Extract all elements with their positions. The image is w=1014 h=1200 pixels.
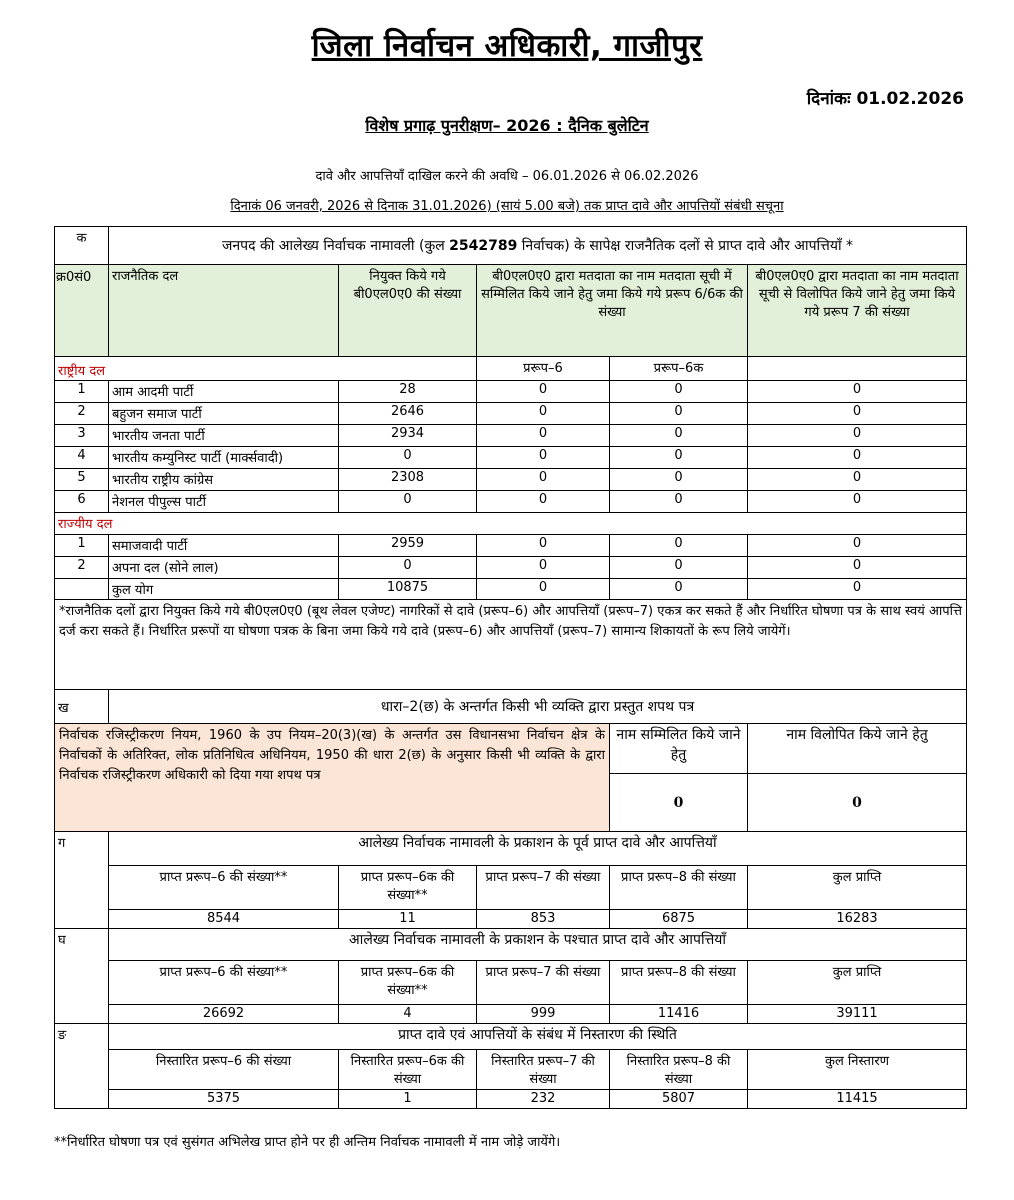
- section-c-col: कुल प्राप्ति: [748, 866, 967, 910]
- party-row-f7: 0: [748, 403, 967, 425]
- section-e-col: निस्तारित प्ररूप–6 की संख्या: [109, 1050, 339, 1090]
- party-row-party: भारतीय कम्युनिस्ट पार्टी (मार्क्सवादी): [109, 447, 339, 469]
- party-row-party: बहुजन समाज पार्टी: [109, 403, 339, 425]
- section-b-heading: धारा–2(छ) के अन्तर्गत किसी भी व्यक्ति द्वारा प्रस्तुत शपथ पत्र: [109, 690, 967, 724]
- party-row-sno: 4: [55, 447, 109, 469]
- section-e-value: 11415: [748, 1090, 967, 1109]
- party-row-f6a: 0: [610, 557, 748, 579]
- party-row-sno: 2: [55, 403, 109, 425]
- footnote: **निर्धारित घोषणा पत्र एवं सुसंगत अभिलेख प्राप्त होने पर ही अन्तिम निर्वाचक नामावली में नाम जोड़े जायेंगे।: [54, 1135, 561, 1150]
- section-c-headers: [55, 866, 967, 910]
- bulletin-date: दिनांकः 01.02.2026: [806, 89, 964, 109]
- party-row-party: अपना दल (सोने लाल): [109, 557, 339, 579]
- party-row-bla: 0: [339, 557, 477, 579]
- party-row-f6a: 0: [610, 403, 748, 425]
- party-row-f6a: 0: [610, 469, 748, 491]
- section-c-label: ग: [55, 832, 109, 929]
- section-c-heading: आलेख्य निर्वाचक नामावली के प्रकाशन के पूर्व प्राप्त दावे और आपत्तियाँ: [109, 832, 967, 866]
- party-row-party: आम आदमी पार्टी: [109, 381, 339, 403]
- party-row-f6: 0: [477, 447, 610, 469]
- party-row-f6: 0: [477, 557, 610, 579]
- party-row-sno: 1: [55, 535, 109, 557]
- section-e-col: निस्तारित प्ररूप–7 की संख्या: [477, 1050, 610, 1090]
- section-d-value: 999: [477, 1005, 610, 1024]
- col-header-bla: नियुक्त किये गये बी0एल0ए0 की संख्या: [339, 265, 477, 357]
- party-row-f6: 0: [477, 425, 610, 447]
- party-row-sno: 5: [55, 469, 109, 491]
- col-header-delete: नाम विलोपित किये जाने हेतु: [748, 724, 967, 774]
- party-row: [55, 381, 967, 403]
- section-e-label: ङ: [55, 1024, 109, 1109]
- affidavit-delete-count: 0: [748, 774, 967, 832]
- party-row-f7: 0: [748, 447, 967, 469]
- national-parties-label: राष्ट्रीय दल: [55, 357, 477, 381]
- party-row-sno: 1: [55, 381, 109, 403]
- total-row-blank: [55, 579, 109, 600]
- section-e-col: निस्तारित प्ररूप–6क की संख्या: [339, 1050, 477, 1090]
- section-d-col: प्राप्त प्ररूप–6 की संख्या**: [109, 961, 339, 1005]
- party-row-f6a: 0: [610, 447, 748, 469]
- party-row-party: नेशनल पीपुल्स पार्टी: [109, 491, 339, 513]
- section-c-value: 853: [477, 910, 610, 929]
- party-row-f7: 0: [748, 491, 967, 513]
- state-parties-label: राज्यीय दल: [55, 513, 967, 535]
- section-d-value: 4: [339, 1005, 477, 1024]
- col-header-sno: क्र0सं0: [55, 265, 109, 357]
- col-header-include: नाम सम्मिलित किये जाने हेतु: [610, 724, 748, 774]
- section-c-value: 16283: [748, 910, 967, 929]
- party-row-sno: 3: [55, 425, 109, 447]
- party-row-f6: 0: [477, 403, 610, 425]
- party-row: [55, 447, 967, 469]
- party-row-party: समाजवादी पार्टी: [109, 535, 339, 557]
- party-row-f7: 0: [748, 425, 967, 447]
- section-e-value: 5807: [610, 1090, 748, 1109]
- section-d-col: प्राप्त प्ररूप–8 की संख्या: [610, 961, 748, 1005]
- party-row-f6: 0: [477, 469, 610, 491]
- party-row-bla: 0: [339, 447, 477, 469]
- party-row-f6a: 0: [610, 425, 748, 447]
- total-form6a: 0: [610, 579, 748, 600]
- section-e-value: 232: [477, 1090, 610, 1109]
- party-row: [55, 469, 967, 491]
- party-row: [55, 535, 967, 557]
- total-bla: 10875: [339, 579, 477, 600]
- col-header-party: राजनैतिक दल: [109, 265, 339, 357]
- section-c-col: प्राप्त प्ररूप–8 की संख्या: [610, 866, 748, 910]
- section-c-value: 11: [339, 910, 477, 929]
- party-row-f7: 0: [748, 469, 967, 491]
- party-row-bla: 2308: [339, 469, 477, 491]
- total-form7: 0: [748, 579, 967, 600]
- party-row-party: भारतीय जनता पार्टी: [109, 425, 339, 447]
- section-e-col: कुल निस्तारण: [748, 1050, 967, 1090]
- party-row-sno: 2: [55, 557, 109, 579]
- section-d-col: प्राप्त प्ररूप–7 की संख्या: [477, 961, 610, 1005]
- section-e-col: निस्तारित प्ररूप–8 की संख्या: [610, 1050, 748, 1090]
- bulletin-subtitle: विशेष प्रगाढ़ पुनरीक्षण– 2026 : दैनिक बुलेटिन: [365, 116, 649, 135]
- section-c-col: प्राप्त प्ररूप–6 की संख्या**: [109, 866, 339, 910]
- party-row-bla: 2646: [339, 403, 477, 425]
- party-row-f6a: 0: [610, 491, 748, 513]
- party-row-f6: 0: [477, 535, 610, 557]
- party-row: [55, 557, 967, 579]
- section-e-value: 5375: [109, 1090, 339, 1109]
- party-row-f6: 0: [477, 491, 610, 513]
- party-row-f6a: 0: [610, 381, 748, 403]
- section-c-value: 6875: [610, 910, 748, 929]
- party-row-bla: 2959: [339, 535, 477, 557]
- parties-note: *राजनैतिक दलों द्वारा नियुक्त किये गये बी0एल0ए0 (बूथ लेवल एजेण्ट) नागरिकों से दावे (प्ररूप–6) और आपत्तियाँ (प्ररूप–7) एकत्र कर सकते हैं और निर्धारित घोषणा पत्र के साथ स्वयं आपत्ति दर्ज करा सकते हैं। निर्धारित प्ररूपों या घोषणा पत्रक के बिना जमा किये गये दावे (प्ररूप–6) और आपत्तियाँ (प्ररूप–7) सामान्य शिकायतों के रूप लिये जायेगें।: [55, 600, 967, 690]
- subheader-blank: [748, 357, 967, 381]
- notice-line: दिनाकं 06 जनवरी, 2026 से दिनाक 31.01.2026) (सायं 5.00 बजे) तक प्राप्त दावे और आपत्तियों संबंधी सचूना: [230, 199, 784, 214]
- section-c-col: प्राप्त प्ररूप–6क की संख्या**: [339, 866, 477, 910]
- section-b-label: ख: [55, 690, 109, 724]
- section-d-col: कुल प्राप्ति: [748, 961, 967, 1005]
- affidavit-description: निर्वाचक रजिस्ट्रीकरण नियम, 1960 के उप नियम–20(3)(ख) के अन्तर्गत उस विधानसभा निर्वाचन क्षेत्र के निर्वाचकों के अतिरिक्त, लोक प्रतिनिधित्व अधिनियम, 1950 की धारा 2(छ) के अनुसार किसी भी व्यक्ति के द्वारा निर्वाचक रजिस्ट्रीकरण अधिकारी को दिया गया शपथ पत्र: [55, 724, 610, 832]
- total-form6: 0: [477, 579, 610, 600]
- party-row-bla: 28: [339, 381, 477, 403]
- party-row-f7: 0: [748, 535, 967, 557]
- section-d-value: 11416: [610, 1005, 748, 1024]
- section-c-col: प्राप्त प्ररूप–7 की संख्या: [477, 866, 610, 910]
- party-row-f7: 0: [748, 381, 967, 403]
- affidavit-include-count: 0: [610, 774, 748, 832]
- section-a-heading: जनपद की आलेख्य निर्वाचक नामावली (कुल 2542789 निर्वाचक) के सापेक्ष राजनैतिक दलों से प्राप्त दावे और आपत्तियाँ *: [109, 227, 967, 265]
- subheader-form6: प्ररूप–6: [477, 357, 610, 381]
- section-d-heading: आलेख्य निर्वाचक नामावली के प्रकाशन के पश्चात प्राप्त दावे और आपत्तियाँ: [109, 929, 967, 961]
- section-a-label: क: [55, 227, 109, 265]
- section-d-col: प्राप्त प्ररूप–6क की संख्या**: [339, 961, 477, 1005]
- section-e-value: 1: [339, 1090, 477, 1109]
- col-header-form7: बी0एल0ए0 द्वारा मतदाता का नाम मतदाता सूची से विलोपित किये जाने हेतु जमा किये गये प्ररूप 7 की संख्या: [748, 265, 967, 357]
- col-header-form6: बी0एल0ए0 द्वारा मतदाता का नाम मतदाता सूची में सम्मिलित किये जाने हेतु जमा किये गये प्ररूप 6/6क की संख्या: [477, 265, 748, 357]
- party-row-sno: 6: [55, 491, 109, 513]
- section-d-label: घ: [55, 929, 109, 1024]
- party-row-bla: 2934: [339, 425, 477, 447]
- section-d-value: 39111: [748, 1005, 967, 1024]
- party-row-f6a: 0: [610, 535, 748, 557]
- section-d-value: 26692: [109, 1005, 339, 1024]
- party-row: [55, 403, 967, 425]
- party-row: [55, 491, 967, 513]
- party-row: [55, 425, 967, 447]
- party-row-party: भारतीय राष्ट्रीय कांग्रेस: [109, 469, 339, 491]
- bulletin-table: [54, 226, 967, 1109]
- section-e-heading: प्राप्त दावे एवं आपत्तियों के संबंध में निस्तारण की स्थिति: [109, 1024, 967, 1050]
- subheader-form6a: प्ररूप–6क: [610, 357, 748, 381]
- party-row-f6: 0: [477, 381, 610, 403]
- total-label: कुल योग: [109, 579, 339, 600]
- page-title: जिला निर्वाचन अधिकारी, गाजीपुर: [311, 28, 703, 64]
- party-row-bla: 0: [339, 491, 477, 513]
- party-row-f7: 0: [748, 557, 967, 579]
- claims-period: दावे और आपत्तियाँ दाखिल करने की अवधि – 06.01.2026 से 06.02.2026: [315, 169, 699, 184]
- section-c-value: 8544: [109, 910, 339, 929]
